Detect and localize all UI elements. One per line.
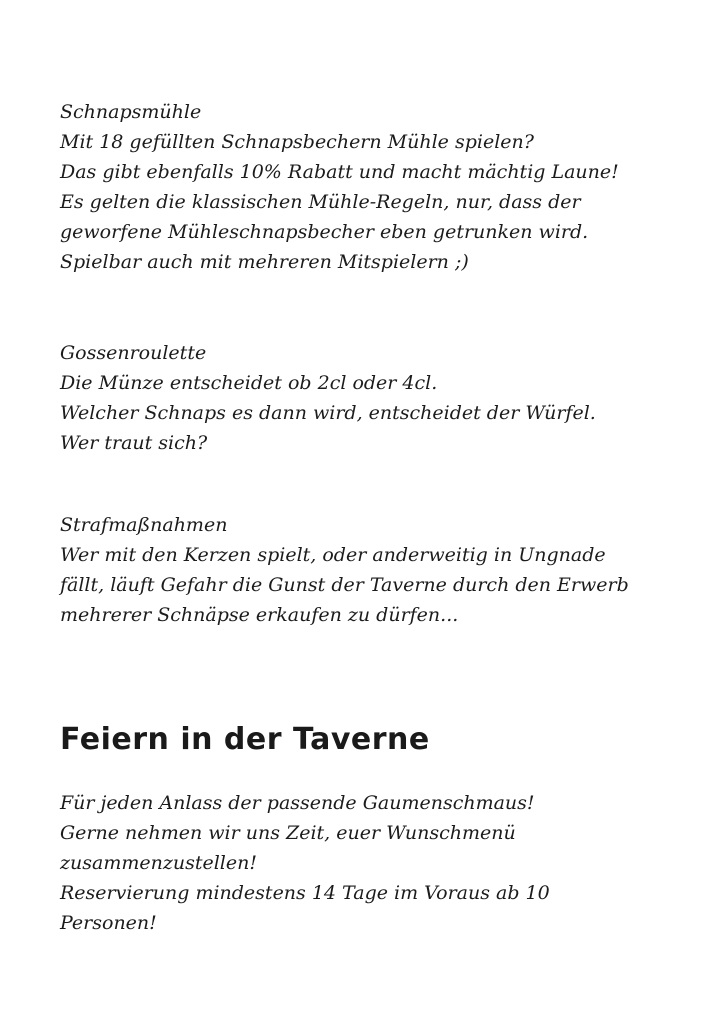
text-line: Gerne nehmen wir uns Zeit, euer Wunschmenü [60, 822, 516, 844]
section-strafmassnahmen [60, 510, 712, 630]
text-line: fällt, läuft Gefahr die Gunst der Taverne durch den Erwerb [60, 574, 629, 596]
text-line: mehrerer Schnäpse erkaufen zu dürfen... [60, 604, 459, 626]
text-line: Mit 18 gefüllten Schnapsbechern Mühle spielen? [60, 131, 534, 153]
text-line: Spielbar auch mit mehreren Mitspielern ;) [60, 251, 469, 273]
section-title: Gossenroulette [60, 342, 207, 364]
section-title: Strafmaßnahmen [60, 514, 228, 536]
section-schnapsmuehle [60, 97, 712, 277]
section-feiern [60, 788, 712, 938]
section-title: Schnapsmühle [60, 101, 202, 123]
text-line: Wer mit den Kerzen spielt, oder anderweitig in Ungnade [60, 544, 606, 566]
text-line: Welcher Schnaps es dann wird, entscheidet der Würfel. [60, 402, 596, 424]
text-line: Für jeden Anlass der passende Gaumenschmaus! [60, 792, 535, 814]
text-line: Wer traut sich? [60, 432, 208, 454]
text-line: geworfene Mühleschnapsbecher eben getrunken wird. [60, 221, 589, 243]
section-gossenroulette [60, 338, 712, 458]
text-line: Es gelten die klassischen Mühle-Regeln, nur, dass der [60, 191, 581, 213]
text-line: Die Münze entscheidet ob 2cl oder 4cl. [60, 372, 438, 394]
text-line: Reservierung mindestens 14 Tage im Voraus ab 10 [60, 882, 550, 904]
text-line: Personen! [60, 912, 157, 934]
text-line: zusammenzustellen! [60, 852, 257, 874]
text-line: Das gibt ebenfalls 10% Rabatt und macht mächtig Laune! [60, 161, 619, 183]
feiern-heading: Feiern in der Taverne [60, 722, 430, 757]
